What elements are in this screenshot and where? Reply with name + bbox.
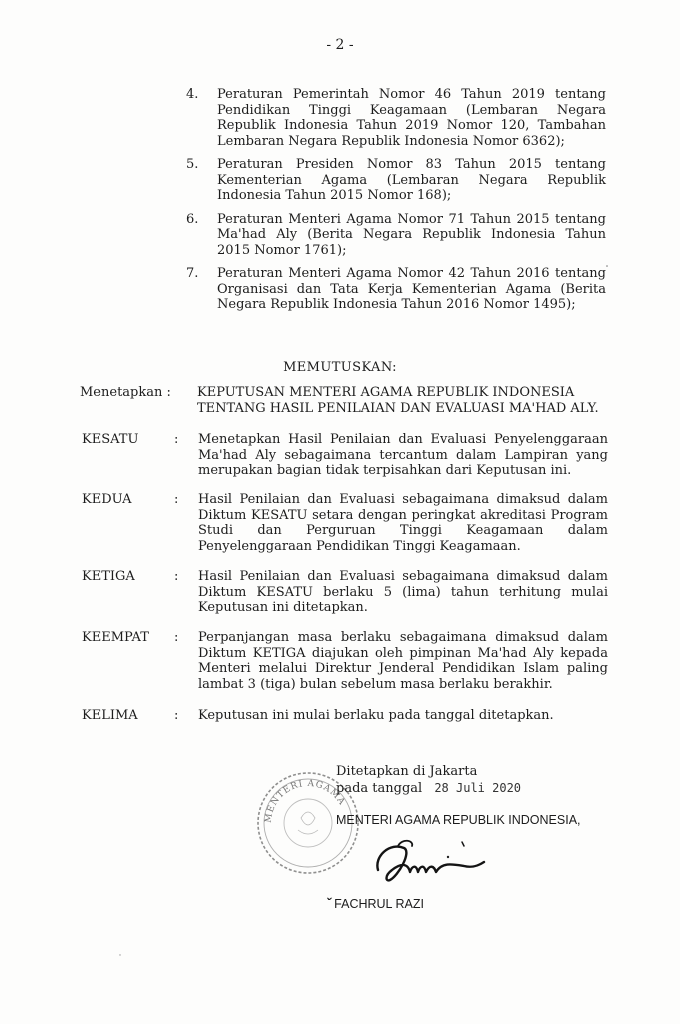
signature-place: Ditetapkan di Jakarta	[336, 764, 478, 779]
consideration-item	[186, 87, 606, 149]
item-number: 6.	[186, 211, 199, 227]
dictum-colon: :	[174, 569, 179, 584]
signatory-name: FACHRUL RAZI	[334, 897, 424, 911]
dictum-text: Perpanjangan masa berlaku sebagaimana dimaksud dalam Diktum KETIGA diajukan oleh pimpinan Ma'had Aly kepada Menteri melalui Direktur Jenderal Pendidikan Islam paling lambat 3 (tiga) bulan sebelum masa berlaku berakhir.	[198, 630, 608, 692]
menetapkan-text: KEPUTUSAN MENTERI AGAMA REPUBLIK INDONESIA TENTANG HASIL PENILAIAN DAN EVALUASI MA'HAD ALY.	[197, 385, 599, 416]
signature-office: MENTERI AGAMA REPUBLIK INDONESIA,	[336, 813, 581, 827]
signature-date-line	[336, 781, 636, 797]
menetapkan-label: Menetapkan :	[80, 385, 171, 400]
dictum-text: Menetapkan Hasil Penilaian dan Evaluasi Penyelenggaraan Ma'had Aly sebagaimana tercantum dalam Lampiran yang merupakan bagian tidak terpisahkan dari Keputusan ini.	[198, 432, 608, 478]
item-number: 7.	[186, 266, 199, 281]
item-text: Peraturan Pemerintah Nomor 46 Tahun 2019 tentang Pendidikan Tinggi Keagamaan (Lembaran Negara Republik Indonesia Tahun 2019 Nomor 120, Tambahan Lembaran Negara Republik Indonesia Nomor 6362);	[217, 87, 606, 149]
dictum-text: Keputusan ini mulai berlaku pada tanggal ditetapkan.	[198, 708, 554, 723]
dictum-label: KETIGA	[82, 569, 135, 584]
signatory-name-line	[326, 896, 626, 913]
dictum-text: Hasil Penilaian dan Evaluasi sebagaimana dimaksud dalam Diktum KESATU setara dengan peringkat akreditasi Program Studi dan Perguruan Tinggi Keagamaan dalam Penyelenggaraan Pendidikan Tinggi Keagamaan.	[198, 492, 608, 554]
item-number: 5.	[186, 157, 199, 172]
dictum-label: KEEMPAT	[82, 630, 149, 645]
dictum-label: KEDUA	[82, 492, 132, 507]
dictum-text: Hasil Penilaian dan Evaluasi sebagaimana dimaksud dalam Diktum KESATU berlaku 5 (lima) tahun terhitung mulai Keputusan ini ditetapkan.	[198, 569, 608, 615]
stamp-text: MENTERI AGAMA	[263, 778, 347, 824]
dictum-label: KELIMA	[82, 708, 138, 723]
dictum-label: KESATU	[82, 432, 139, 447]
dictum-colon: :	[174, 630, 179, 645]
signature-date: 28 Juli 2020	[434, 781, 522, 795]
item-number: 4.	[186, 87, 199, 102]
item-text: Peraturan Menteri Agama Nomor 71 Tahun 2015 tentang Ma'had Aly (Berita Negara Republik Indonesia Tahun 2015 Nomor 1761);	[217, 211, 606, 258]
consideration-item	[186, 212, 606, 259]
item-text: Peraturan Presiden Nomor 83 Tahun 2015 tentang Kementerian Agama (Lembaran Negara Republik Indonesia Tahun 2015 Nomor 168);	[217, 157, 606, 203]
considerations-list	[186, 87, 606, 321]
memutuskan-heading: MEMUTUSKAN:	[283, 360, 397, 375]
signature-date-prefix: pada tanggal	[336, 781, 423, 796]
handwritten-signature	[368, 836, 488, 892]
dictum-colon: :	[174, 432, 179, 447]
dictum-colon: :	[174, 492, 179, 507]
initial-mark-icon: ˇ	[326, 895, 331, 911]
dictum-colon: :	[174, 708, 179, 723]
item-text: Peraturan Menteri Agama Nomor 42 Tahun 2016 tentang Organisasi dan Tata Kerja Kementerian Agama (Berita Negara Republik Indonesia Tahun 2016 Nomor 1495);	[217, 266, 606, 312]
consideration-item	[186, 266, 606, 313]
consideration-item	[186, 157, 606, 204]
page-number: - 2 -	[326, 37, 354, 53]
